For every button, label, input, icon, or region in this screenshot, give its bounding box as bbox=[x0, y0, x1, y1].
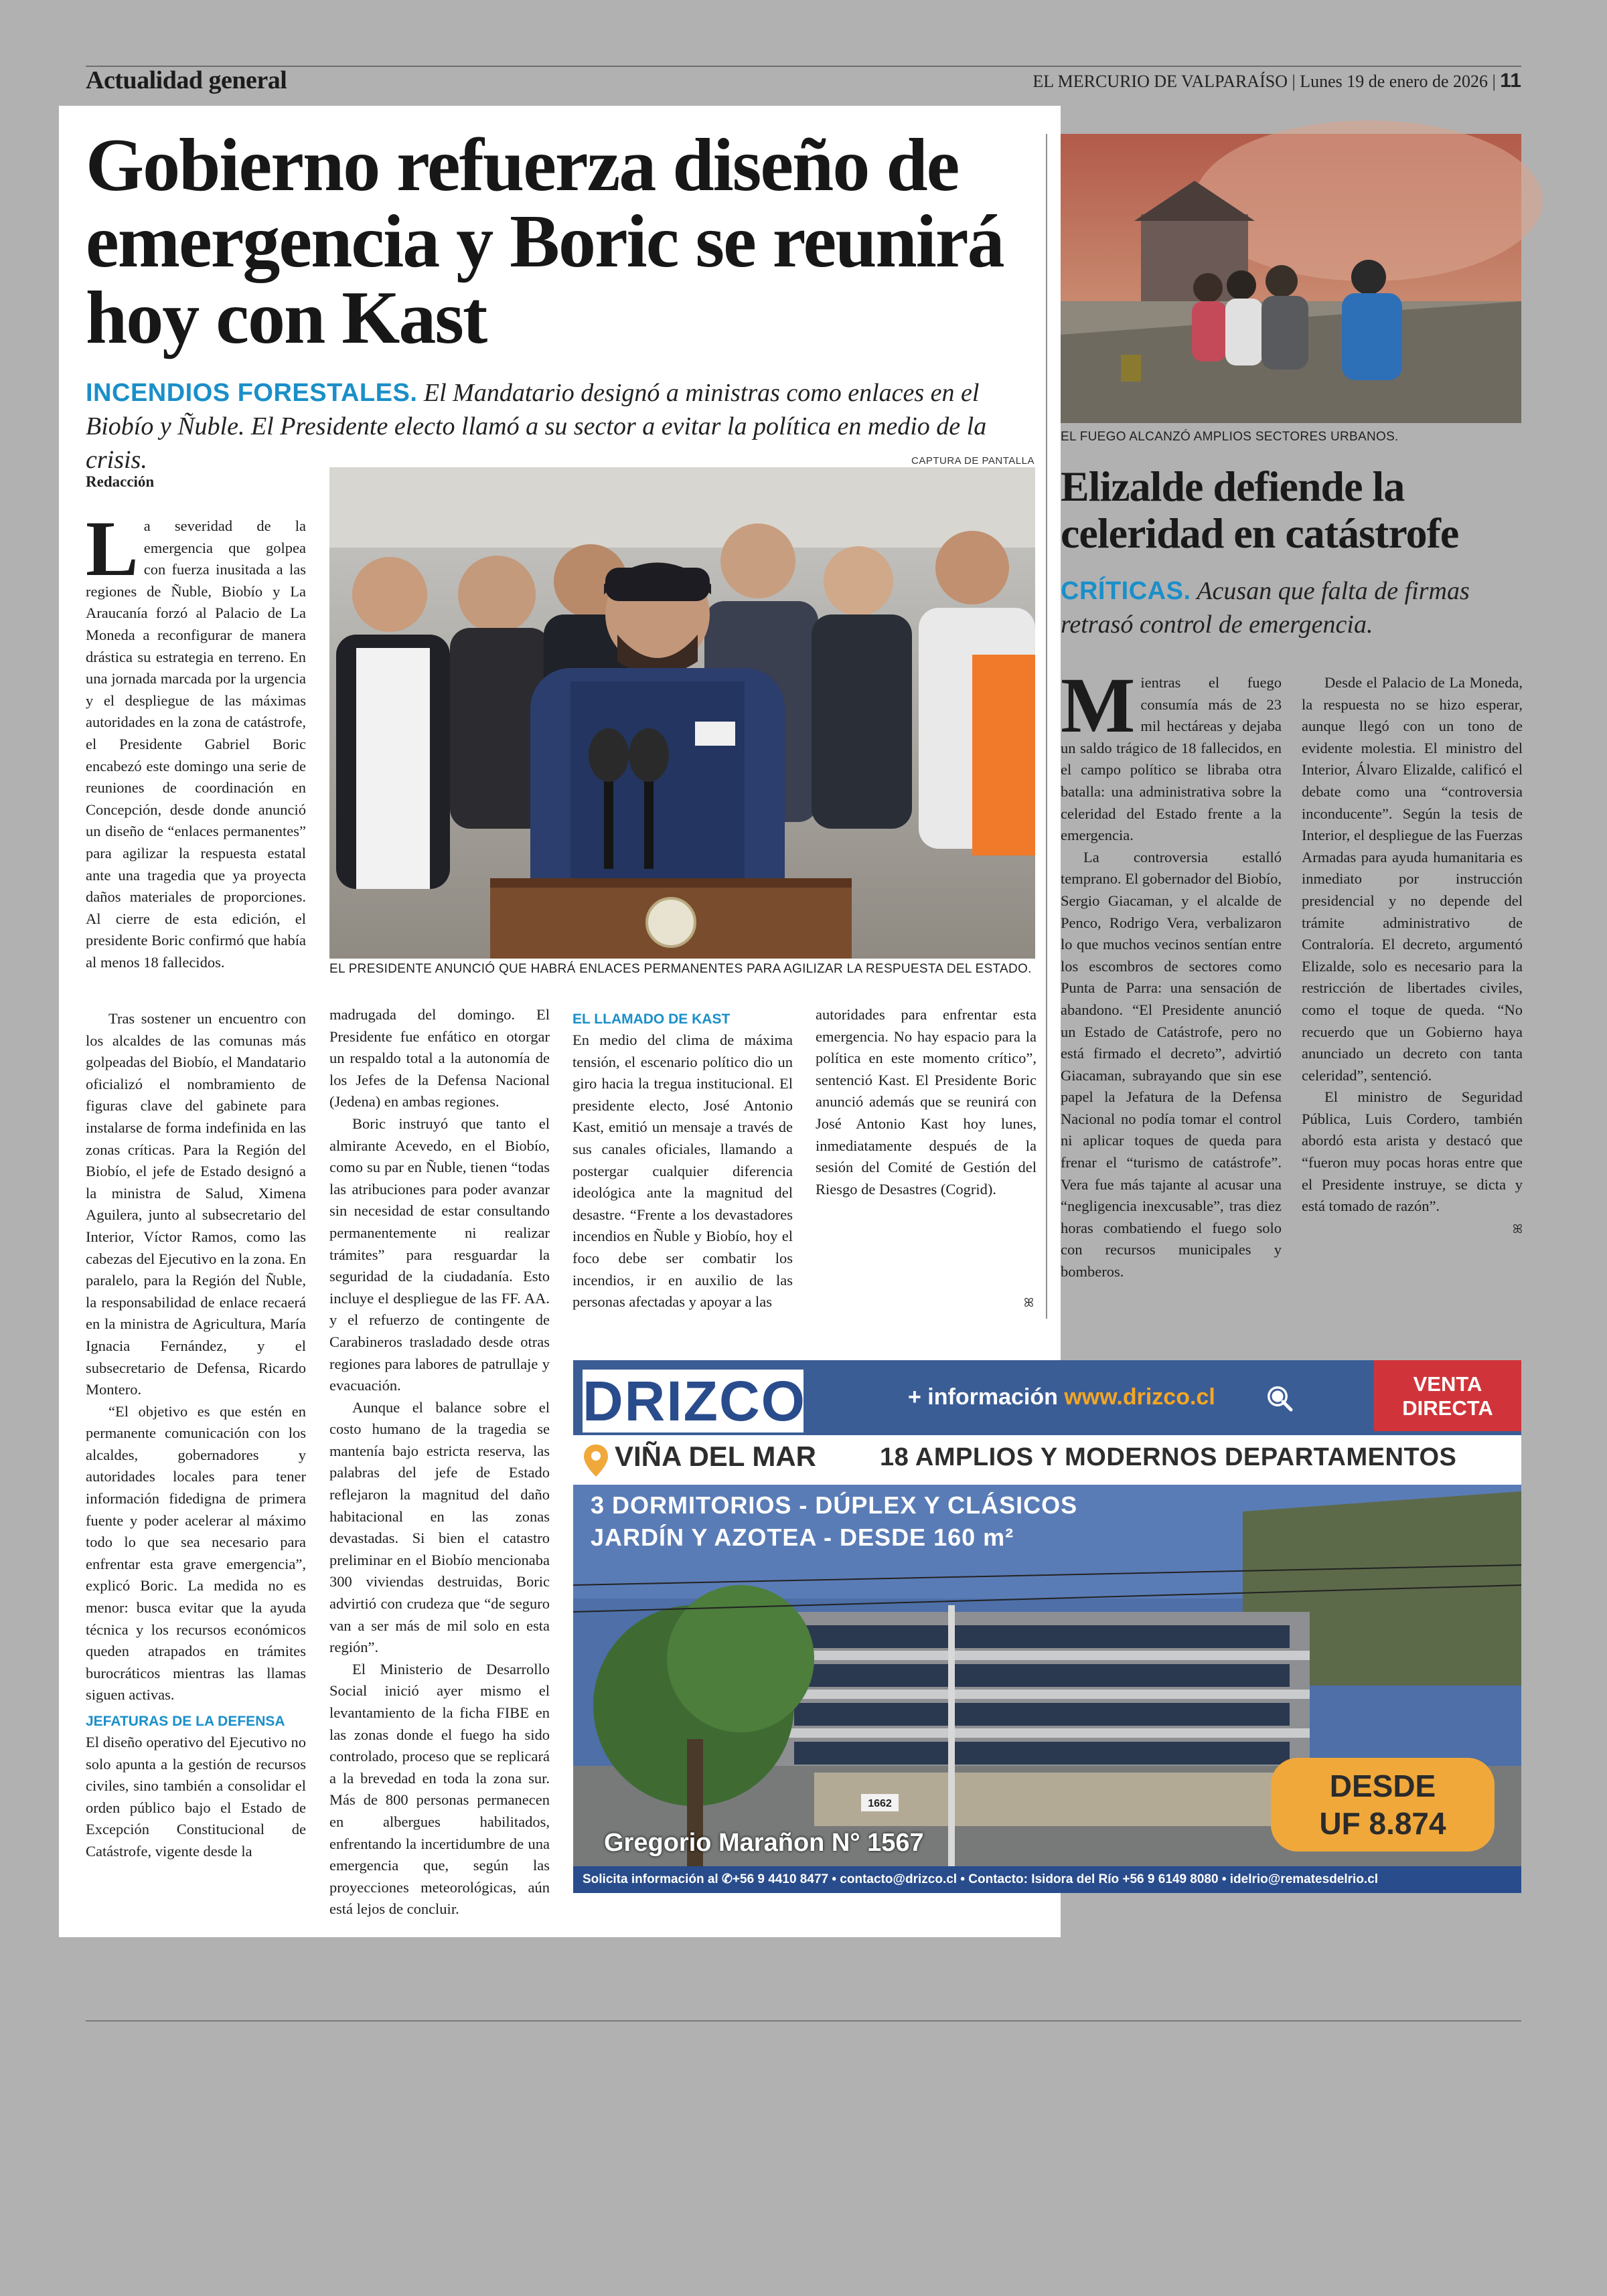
paragraph: En medio del clima de máxima tensión, el escenario político dio un giro hacia la tregua institucional. El presidente electo, José Antonio Kast, emitió un mensaje a través de sus canales oficiales, llamando a postergar cualquier diferencia ideológica ante la magnitud del desastre. “Frente a los devastadores incendios en Ñuble y Biobío, hoy el foco debe ser combatir los incendios, ir en auxilio de las personas afectadas y apoyar a las bbox=[572, 1032, 793, 1311]
subhead-jefaturas: JEFATURAS DE LA DEFENSA bbox=[86, 1714, 285, 1729]
paragraph: El Ministerio de Desarrollo Social inició ayer mismo el levantamiento de la ficha FIBE en las zonas donde el fuego ha sido controlado, proceso que se replicará a la brevedad en toda la zona sur. Más de 800 personas permanecen en albergues habilitados, enfrentando la incertidumbre de una emergencia que, según las proyecciones meteorológicas, aún está lejos de concluir. bbox=[329, 1660, 550, 1918]
main-column-1b bbox=[86, 1008, 306, 1898]
paragraph: Desde el Palacio de La Moneda, la respuesta no se hizo esperar, aunque llegó con un tono de evidente molestia. El ministro del Interior, Álvaro Elizalde, calificó el debate como una “controversia inconducente”. Según la tesis de Interior, el despliegue de las Fuerzas Armadas para ayuda humanitaria es inmediato por instrucción presidencial y no depende del trámite administrativo de Contraloría. El decreto, argumentó Elizalde, solo es necesario para la restricción de libertades civiles, como el toque de queda. “No recuerdo que un Gobierno haya anunciado un decreto con tanta celeridad”, sentenció. bbox=[1302, 674, 1523, 1084]
main-photo-caption: EL PRESIDENTE ANUNCIÓ QUE HABRÁ ENLACES PERMANENTES PARA AGILIZAR LA RESPUESTA DEL ESTADO. bbox=[329, 962, 1032, 976]
ad-url: www.drizco.cl bbox=[1064, 1384, 1215, 1410]
side-deck-text: Acusan que falta de firmas retrasó control de emergencia. bbox=[1061, 577, 1470, 639]
side-headline: Elizalde defiende la celeridad en catástrofe bbox=[1061, 463, 1459, 557]
header-rule bbox=[86, 66, 1521, 67]
subhead-kast: EL LLAMADO DE KAST bbox=[572, 1011, 731, 1027]
paragraph: Tras sostener un encuentro con los alcaldes de las comunas más golpeadas del Biobío, el Mandatario oficializó el nombramiento de figuras clave del gabinete para instalarse de forma indefinida en las zonas críticas. Para la Región del Biobío, el jefe de Estado designó a la ministra de Salud, Ximena Aguilera, junto al subsecretario del Interior, Víctor Ramos, como las cabezas del Ejecutivo en la zona. En paralelo, para la Región del Ñuble, la responsabilidad de enlace recaerá en la ministra de Agricultura, María Ignacia Fernández, y el subsecretario de Defensa, Ricardo Montero. bbox=[86, 1010, 306, 1398]
paragraph: Aunque el balance sobre el costo humano de la tragedia se mantenía bajo estricta reserva, las palabras del jefe de Estado reflejaron la magnitud del daño habitacional en las zonas devastadas. Si bien el catastro preliminar en el Biobío mencionaba 300 viviendas destruidas, Boric advirtió con crudeza que “de seguro van a ser más de mil solo en esta región”. bbox=[329, 1398, 550, 1656]
paragraph: madrugada del domingo. El Presidente fue enfático en otorgar un respaldo total a la autonomía de los Jefes de la Defensa Nacional (Jedena) en ambas regiones. bbox=[329, 1006, 550, 1111]
location-pin-icon bbox=[583, 1443, 609, 1478]
ad-address: Gregorio Marañon N° 1567 bbox=[604, 1829, 924, 1857]
side-column-1 bbox=[1061, 661, 1282, 1315]
main-column-1 bbox=[86, 505, 306, 1004]
main-kicker: INCENDIOS FORESTALES. bbox=[86, 379, 418, 407]
ad-price-value: UF 8.874 bbox=[1319, 1806, 1446, 1841]
side-photo-caption: EL FUEGO ALCANZÓ AMPLIOS SECTORES URBANOS. bbox=[1061, 430, 1399, 444]
paragraph-continued: autoridades para enfrentar esta emergencia. No hay espacio para la política en este momento crítico”, sentenció Kast. El Presidente Boric anunció además que se reunirá con José Antonio Kast hoy lunes, inmediatamente después de la sesión del Comité de Gestión del Riesgo de Desastres (Cogrid). bbox=[816, 1006, 1037, 1198]
side-drop-cap: M bbox=[1061, 661, 1136, 749]
paragraph: “El objetivo es que estén en permanente comunicación con los alcaldes, gobernadores y autoridades locales para tener información fidedigna de primera fuente y poder acelerar al máximo todo lo que sea necesario para enfrentar esta grave emergencia”, explicó Boric. La medida no es menor: busca evitar que la ayuda técnica y los recursos económicos queden atrapados en trámites burocráticos mientras las llamas siguen activas. bbox=[86, 1402, 306, 1704]
side-column-2 bbox=[1302, 672, 1523, 1315]
ad-info-prefix: + información bbox=[908, 1384, 1058, 1410]
publication-date: Lunes 19 de enero de 2026 bbox=[1300, 72, 1488, 91]
ad-info-line bbox=[908, 1384, 1215, 1410]
ad-feature-line-2: JARDÍN Y AZOTEA - DESDE 160 m² bbox=[591, 1524, 1014, 1551]
photo-credit: CAPTURA DE PANTALLA bbox=[911, 455, 1035, 467]
byline: Redacción bbox=[86, 473, 155, 490]
paragraph: La controversia estalló temprano. El gobernador del Biobío, Sergio Giacaman, y el alcalde de Penco, Rodrigo Vera, verbalizaron lo que muchos vecinos sentían entre los escombros de sectores como Punta de Parra: una sensación de abandono. “El Presidente anunció un Estado de Catástrofe, pero no está firmado el decreto”, advirtió Giacaman, subrayando que sin ese papel la Jefatura de la Defensa Nacional no podía tomar el control ni aplicar toques de queda para frenar el “turismo de catástrofe”. Vera fue más tajante al acusar una “negligencia inexcusable”, tras diez horas combatiendo el fuego solo con recursos municipales y bomberos. bbox=[1061, 848, 1282, 1281]
drizco-advertisement[interactable] bbox=[573, 1360, 1521, 1893]
main-deck-text: El Mandatario designó a ministras como enlaces en el Biobío y Ñuble. El Presidente electo llamó a su sector a evitar la política en medio de la crisis. bbox=[86, 379, 987, 474]
main-photo bbox=[329, 467, 1035, 959]
main-column-2 bbox=[329, 1004, 550, 1918]
paragraph: El diseño operativo del Ejecutivo no solo apunta a la gestión de recursos civiles, sino también a consolidar el orden público bajo el Estado de Excepción Constitucional de Catástrofe, vigente desde la bbox=[86, 1734, 306, 1860]
side-deck bbox=[1061, 574, 1523, 641]
street-number: 1662 bbox=[868, 1798, 892, 1809]
side-photo bbox=[1061, 134, 1521, 423]
side-lead-paragraph: Mientras el fuego consumía más de 23 mil hectáreas y dejaba un saldo trágico de 18 fallecidos, en el campo político se libraba otra batalla: una administrativa sobre la celeridad del Estado frente a la emergencia. bbox=[1061, 661, 1282, 844]
paragraph: Boric instruyó que tanto el almirante Acevedo, en el Biobío, como su par en Ñuble, tienen “todas las atribuciones para poder avanzar sin necesidad de estar consultando permanentemente ni realizar trámites” para resguardar la seguridad de la ciudadanía. Esto incluye el despliegue de las FF. AA. y el refuerzo de contingente de Carabineros trasladado desde otras regiones para labores de patrullaje y evacuación. bbox=[329, 1115, 550, 1394]
main-column-4 bbox=[816, 1004, 1037, 1319]
ad-price-badge bbox=[1271, 1758, 1495, 1852]
ad-units: 18 AMPLIOS Y MODERNOS DEPARTAMENTOS bbox=[880, 1443, 1457, 1471]
lead-paragraph: La severidad de la emergencia que golpea con fuerza inusitada a las regiones de Ñuble, Biobío y La Araucanía forzó al Palacio de La Moneda a reconfigurar de manera drástica su estrategia en terreno. En una jornada marcada por la urgencia y el despliegue de las máximas autoridades en la zona de catástrofe, el Presidente Gabriel Boric encabezó este domingo una serie de reuniones de coordinación en Concepción, desde donde anunció un diseño de “enlaces permanentes” para agilizar la respuesta estatal ante una tragedia que ya proyecta daños materiales de proporciones. Al cierre de esta edición, el presidente Boric confirmó que había al menos 18 fallecidos. bbox=[86, 505, 306, 971]
drizco-logo: DRIZCO bbox=[583, 1370, 806, 1432]
venta-directa-badge: VENTA DIRECTA bbox=[1374, 1360, 1521, 1431]
side-kicker: CRÍTICAS. bbox=[1061, 577, 1191, 605]
main-column-3 bbox=[572, 1004, 793, 1319]
column-divider bbox=[1046, 134, 1047, 1319]
ad-city: VIÑA DEL MAR bbox=[615, 1441, 817, 1472]
drop-cap: L bbox=[86, 505, 139, 592]
page-number: 11 bbox=[1500, 70, 1521, 92]
section-label: Actualidad general bbox=[86, 66, 287, 94]
main-headline: Gobierno refuerza diseño de emergencia y Boric se reunirá hoy con Kast bbox=[86, 124, 1004, 359]
ad-price-label: DESDE bbox=[1329, 1769, 1436, 1803]
masthead: EL MERCURIO DE VALPARAÍSO | Lunes 19 de enero de 2026 | 11 bbox=[1032, 70, 1521, 92]
paragraph: El ministro de Seguridad Pública, Luis Cordero, también abordó esta arista y destacó que “fueron muy pocas horas entre que el Presidente instruye, se dicta y está tomado de razón”. bbox=[1302, 1088, 1523, 1215]
footer-rule bbox=[86, 2020, 1521, 2022]
publication-name: EL MERCURIO DE VALPARAÍSO bbox=[1032, 72, 1288, 91]
globe-search-icon bbox=[1266, 1384, 1294, 1412]
side-end-mark-icon: ꕤ bbox=[1513, 1222, 1523, 1236]
end-mark-icon: ꕤ bbox=[1024, 1296, 1034, 1311]
ad-contact-bar: Solicita información al ✆+56 9 4410 8477 • contacto@drizco.cl • Contacto: Isidora del Río +56 9 6149 8080 • idelrio@rematesdelrio.cl bbox=[573, 1866, 1521, 1893]
ad-feature-line-1: 3 DORMITORIOS - DÚPLEX Y CLÁSICOS bbox=[591, 1491, 1078, 1519]
